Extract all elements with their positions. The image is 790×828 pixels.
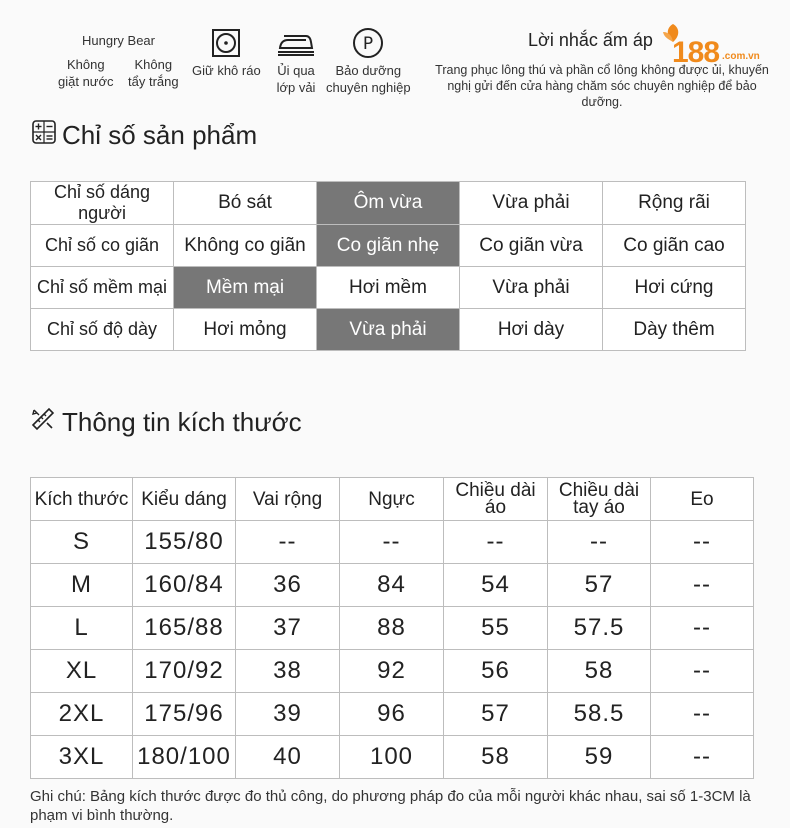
index-option-selected: Vừa phải (317, 309, 460, 351)
size-value-cell: 165/88 (133, 607, 236, 650)
size-header-cell: Kích thước (31, 478, 133, 521)
size-value-cell: 96 (340, 693, 444, 736)
care-professional (326, 28, 411, 96)
size-value-cell: 36 (236, 564, 340, 607)
size-value-cell: 88 (340, 607, 444, 650)
size-value-cell: 84 (340, 564, 444, 607)
size-title-text: Thông tin kích thước (62, 407, 302, 437)
size-info-table (30, 477, 754, 779)
size-label-cell: XL (31, 650, 133, 693)
size-section-title (30, 406, 302, 439)
size-header-cell: Chiều dài áo (444, 478, 548, 521)
size-value-cell: 92 (340, 650, 444, 693)
size-value-cell: 100 (340, 736, 444, 779)
size-value-cell: 58 (444, 736, 548, 779)
size-value-cell: 180/100 (133, 736, 236, 779)
size-value-cell: 55 (444, 607, 548, 650)
calculator-icon (32, 120, 56, 151)
size-row (31, 736, 754, 779)
size-value-cell: 40 (236, 736, 340, 779)
size-value-cell: 56 (444, 650, 548, 693)
care-dry (192, 28, 261, 79)
measurement-note: Ghi chú: Bảng kích thước được đo thủ công, do phương pháp đo của mỗi người khác nhau, sai số 1-3CM là phạm vi bình thường. (30, 788, 751, 824)
care-label: Bảo dưỡng chuyên nghiệp (326, 63, 411, 95)
index-row-label: Chỉ số dáng người (31, 182, 174, 225)
size-value-cell: -- (651, 736, 754, 779)
size-header-cell: Ngực (340, 478, 444, 521)
size-label-cell: 3XL (31, 736, 133, 779)
care-label: Ủi qua lớp vải (276, 63, 316, 95)
care-no-bleach (128, 56, 179, 90)
index-row (31, 309, 746, 351)
size-value-cell: 39 (236, 693, 340, 736)
size-value-cell: 155/80 (133, 521, 236, 564)
size-value-cell: 175/96 (133, 693, 236, 736)
svg-text:P: P (363, 34, 374, 54)
size-value-cell: 57 (548, 564, 651, 607)
index-row-label: Chỉ số độ dày (31, 309, 174, 351)
index-option: Rộng rãi (603, 182, 746, 225)
size-value-cell: 38 (236, 650, 340, 693)
size-value-cell: -- (548, 521, 651, 564)
size-value-cell: -- (651, 650, 754, 693)
size-value-cell: -- (444, 521, 548, 564)
index-option: Hơi cứng (603, 267, 746, 309)
index-option: Vừa phải (460, 182, 603, 225)
index-option: Co giãn cao (603, 225, 746, 267)
index-option: Co giãn vừa (460, 225, 603, 267)
size-label-cell: M (31, 564, 133, 607)
care-iron (276, 28, 316, 96)
size-value-cell: 160/84 (133, 564, 236, 607)
logo-188: 188 (672, 36, 720, 69)
size-header-cell: Vai rộng (236, 478, 340, 521)
size-value-cell: 37 (236, 607, 340, 650)
size-value-cell: 59 (548, 736, 651, 779)
logo-domain: .com.vn (722, 51, 760, 62)
index-option: Hơi mềm (317, 267, 460, 309)
size-value-cell: -- (236, 521, 340, 564)
index-option-selected: Co giãn nhẹ (317, 225, 460, 267)
size-row (31, 650, 754, 693)
care-label: Không tẩy trắng (128, 57, 179, 89)
index-row (31, 182, 746, 225)
index-option-selected: Mềm mại (174, 267, 317, 309)
size-row (31, 693, 754, 736)
tumble-dry-icon (192, 28, 261, 58)
index-option: Hơi mỏng (174, 309, 317, 351)
size-header-cell: Kiểu dáng (133, 478, 236, 521)
care-no-wash (58, 56, 114, 90)
index-row (31, 267, 746, 309)
size-value-cell: 170/92 (133, 650, 236, 693)
index-option-selected: Ôm vừa (317, 182, 460, 225)
iron-with-cloth-icon (276, 28, 316, 58)
size-value-cell: 57 (444, 693, 548, 736)
product-index-table (30, 181, 746, 351)
care-label: Giữ khô ráo (192, 63, 261, 78)
size-header-cell: Chiều dài tay áo (548, 478, 651, 521)
size-value-cell: 54 (444, 564, 548, 607)
size-header-row (31, 478, 754, 521)
index-title-text: Chỉ số sản phẩm (62, 120, 258, 150)
index-row-label: Chỉ số co giãn (31, 225, 174, 267)
size-value-cell: -- (651, 693, 754, 736)
size-row (31, 521, 754, 564)
index-option: Dày thêm (603, 309, 746, 351)
size-label-cell: 2XL (31, 693, 133, 736)
size-header-cell: Eo (651, 478, 754, 521)
size-value-cell: -- (651, 564, 754, 607)
size-label-cell: L (31, 607, 133, 650)
index-option: Vừa phải (460, 267, 603, 309)
brand-name: Hungry Bear (82, 33, 155, 48)
index-row-label: Chỉ số mềm mại (31, 267, 174, 309)
index-option: Không co giãn (174, 225, 317, 267)
index-row (31, 225, 746, 267)
size-label-cell: S (31, 521, 133, 564)
care-label: Không giặt nước (58, 57, 114, 89)
index-option: Hơi dày (460, 309, 603, 351)
size-value-cell: 58.5 (548, 693, 651, 736)
size-value-cell: -- (340, 521, 444, 564)
ruler-pencil-icon (30, 406, 56, 439)
reminder-title: Lời nhắc ấm áp (528, 30, 653, 50)
size-value-cell: -- (651, 521, 754, 564)
size-value-cell: 57.5 (548, 607, 651, 650)
size-value-cell: -- (651, 607, 754, 650)
size-row (31, 607, 754, 650)
size-row (31, 564, 754, 607)
size-value-cell: 58 (548, 650, 651, 693)
reminder-text: Trang phục lông thú và phần cổ lông không được ủi, khuyến nghị gửi đến cửa hàng chăm sóc chuyên nghiệp để bảo dưỡng. (435, 63, 769, 109)
professional-care-icon (326, 28, 411, 58)
index-section-title (32, 120, 257, 151)
index-option: Bó sát (174, 182, 317, 225)
